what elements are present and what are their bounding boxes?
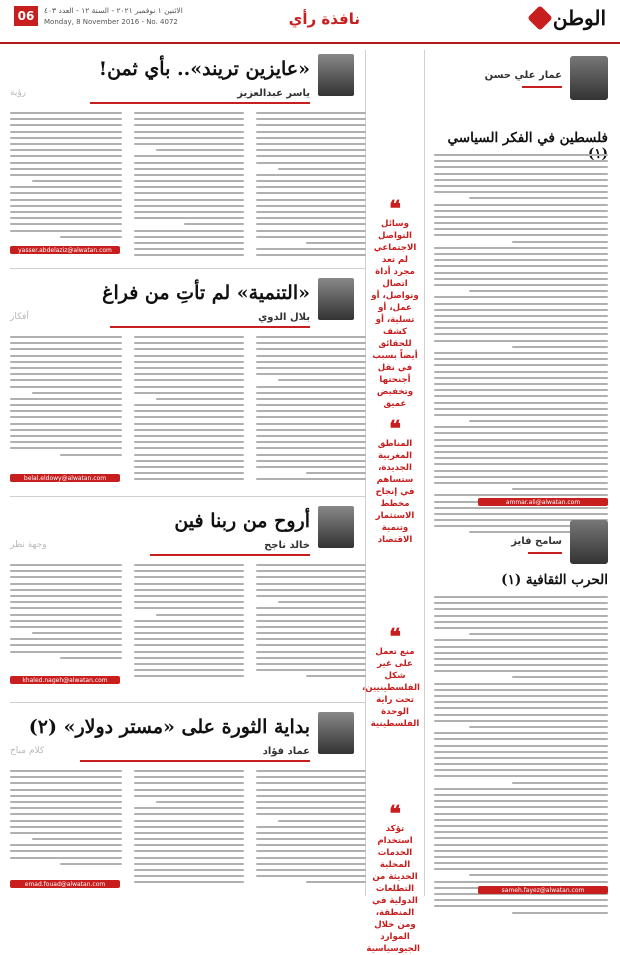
text-column bbox=[10, 336, 122, 460]
issue-date-arabic: الاثنين ١ نوفمبر ٢٠٢١ - السنة ١٢ - العدد ٤٠٣ bbox=[44, 6, 183, 15]
article-title[interactable]: أروح من ربنا فين bbox=[174, 510, 310, 532]
column-tag: أفكار bbox=[10, 312, 29, 322]
pull-quote-text: المناطق المغربية الجديدة، ستساهم في إنجاح مخطط الاستثمار وتنمية الاقتصاد bbox=[375, 439, 415, 545]
text-column bbox=[256, 112, 366, 261]
logo-text: الوطن bbox=[552, 6, 606, 30]
title-rule bbox=[90, 102, 310, 104]
article-separator bbox=[10, 702, 366, 703]
quote-mark-icon: ❝ bbox=[389, 801, 401, 827]
text-column bbox=[134, 770, 244, 888]
section-title: نافذة رأي bbox=[288, 10, 360, 28]
text-column bbox=[256, 770, 366, 888]
text-column bbox=[10, 564, 122, 663]
pull-quote bbox=[370, 196, 420, 410]
column-tag: رؤية bbox=[10, 88, 27, 98]
author-name: ياسر عبدالعزيز bbox=[237, 88, 310, 99]
author-photo bbox=[318, 278, 354, 320]
article-separator bbox=[10, 496, 366, 497]
pull-quote-text: تؤكد استخدام الخدمات المحلية الحديثة من التطلعات الدولية في المنطقة، ومن خلال الموارد الجيوسياسية bbox=[366, 824, 420, 954]
page-header bbox=[0, 0, 620, 44]
text-column bbox=[134, 112, 244, 261]
opinion-article bbox=[10, 272, 366, 500]
article-body bbox=[434, 154, 608, 538]
column-tag: كلام مباح bbox=[10, 746, 45, 756]
author-email[interactable]: belal.eldowy@alwatan.com bbox=[10, 474, 120, 482]
text-column bbox=[10, 770, 122, 869]
author-name: عماد فؤاد bbox=[262, 746, 310, 757]
right-column bbox=[432, 50, 610, 900]
title-rule bbox=[150, 554, 310, 556]
author-photo bbox=[318, 54, 354, 96]
pull-quote-text: وسائل التواصل الاجتماعي لم تعد مجرد أداة اتصال وتواصل، أو عمل، أو تسلية، أو كشف للحقائق أيضاً بسبب في نقل أجنحتها وتخفيض عميق bbox=[371, 219, 419, 409]
author-name: بلال الدوي bbox=[258, 312, 310, 323]
article-title[interactable]: «عايزين تريند».. بأي ثمن! bbox=[98, 58, 310, 80]
issue-date-english: Monday, 8 November 2016 - No. 4072 bbox=[44, 18, 178, 26]
text-column bbox=[10, 112, 122, 242]
column-divider bbox=[424, 50, 425, 896]
article-body bbox=[434, 596, 608, 918]
author-underline bbox=[528, 552, 562, 554]
author-photo bbox=[318, 712, 354, 754]
article-title[interactable]: فلسطين في الفكر السياسي bbox=[447, 130, 608, 146]
text-column bbox=[134, 336, 244, 485]
page-number: 06 bbox=[14, 6, 38, 26]
article-title[interactable]: «التنمية» لم تأتِ من فراغ bbox=[102, 282, 310, 304]
author-photo bbox=[318, 506, 354, 548]
quote-mark-icon: ❝ bbox=[389, 196, 401, 222]
author-email[interactable]: emad.fouad@alwatan.com bbox=[10, 880, 120, 888]
main-articles bbox=[10, 50, 366, 900]
column-tag: وجهة نظر bbox=[10, 540, 47, 550]
article-separator bbox=[10, 268, 366, 269]
opinion-article bbox=[10, 50, 366, 274]
text-column bbox=[256, 336, 366, 485]
opinion-article bbox=[10, 706, 366, 898]
pull-quote-column bbox=[361, 50, 420, 954]
quote-mark-icon: ❝ bbox=[389, 416, 401, 442]
author-photo-sameh bbox=[570, 520, 608, 564]
title-rule bbox=[80, 760, 310, 762]
pull-quote bbox=[370, 416, 420, 546]
author-name: خالد ناجح bbox=[264, 540, 310, 551]
logo-diamond-icon bbox=[527, 5, 552, 30]
author-email[interactable]: ammar.ali@alwatan.com bbox=[478, 498, 608, 506]
author-photo-ammar bbox=[570, 56, 608, 100]
opinion-article bbox=[10, 500, 366, 700]
article-title[interactable]: الحرب الثقافية (١) bbox=[501, 572, 608, 588]
text-column bbox=[134, 564, 244, 682]
author-name: سامح فايز bbox=[511, 536, 562, 547]
author-email[interactable]: sameh.fayez@alwatan.com bbox=[478, 886, 608, 894]
author-underline bbox=[522, 86, 562, 88]
quote-mark-icon: ❝ bbox=[389, 624, 401, 650]
pull-quote bbox=[361, 624, 420, 730]
pull-quote-text: منع تعمل على غير شكل الفلسطينيين، تحت راية الوحدة الفلسطينية bbox=[361, 647, 420, 729]
author-email[interactable]: khaled.nageh@alwatan.com bbox=[10, 676, 120, 684]
author-email[interactable]: yasser.abdelaziz@alwatan.com bbox=[10, 246, 120, 254]
article-title[interactable]: بداية الثورة على «مستر دولار» (٢) bbox=[28, 716, 310, 738]
author-name: عمار علي حسن bbox=[484, 70, 562, 81]
pull-quote bbox=[366, 801, 420, 955]
newspaper-logo[interactable] bbox=[531, 6, 606, 30]
text-column bbox=[256, 564, 366, 682]
title-rule bbox=[110, 326, 310, 328]
